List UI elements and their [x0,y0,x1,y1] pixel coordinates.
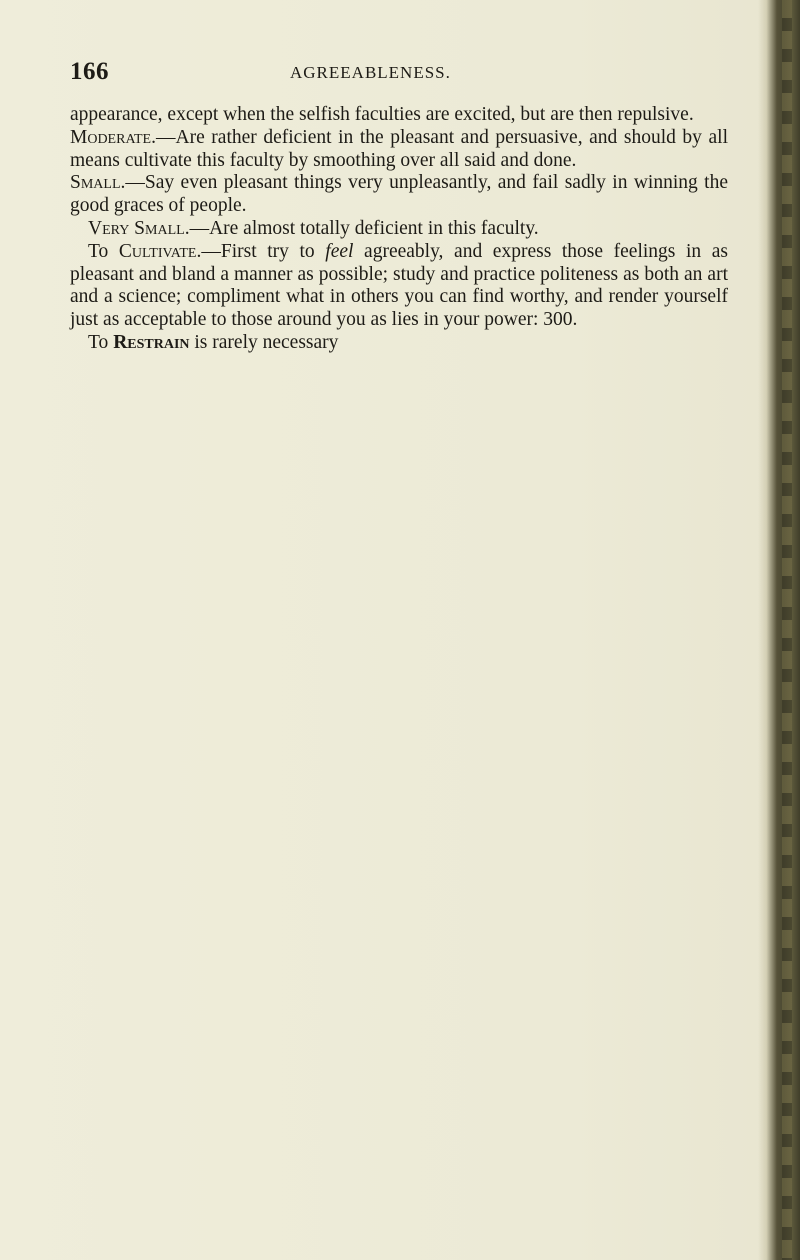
paragraph-prefix: To [88,240,119,262]
page-number: 166 [70,58,109,85]
paragraph-text: is rarely necessary [189,331,339,353]
paragraph-moderate [70,127,728,173]
term-label: Small. [70,172,126,194]
body-text [70,104,728,355]
page-header [70,58,740,90]
paragraph-text: agreeably, and express those feelings in as pleasant and bland a manner as possible; study and practice politeness as both an art and a science; compliment what in others you can find worthy, and render yourself just as acceptable to those around you as lies in your power: 300. [70,240,728,331]
paragraph-restrain [70,332,728,355]
paragraph-text: —Are rather deficient in the pleasant and persuasive, and should by all means cultivate this faculty by smoothing over all said and done. [70,126,728,171]
term-label: Restrain [113,331,190,353]
paragraph-text: appearance, except when the selfish faculties are excited, but are then repulsive. [70,104,694,125]
page-edge-shadow [758,0,800,1260]
paragraph-text: —Are almost totally deficient in this faculty. [189,217,539,239]
paragraph-cultivate [70,241,728,332]
italic-word: feel [325,240,354,262]
running-head: AGREEABLENESS. [290,63,451,82]
term-label: Moderate. [70,126,156,148]
paragraph-continuation [70,104,728,127]
paragraph-prefix: To [88,331,114,353]
paragraph-very-small [70,218,728,241]
paragraph-small [70,172,728,218]
term-label: Very Small. [88,217,190,239]
term-label: Cultivate. [118,240,202,262]
paragraph-text-before-italic: —First try to [201,240,326,262]
paragraph-text: —Say even pleasant things very unpleasantly, and fail sadly in winning the good graces of people. [70,172,728,217]
page-edge-texture [782,0,792,1260]
